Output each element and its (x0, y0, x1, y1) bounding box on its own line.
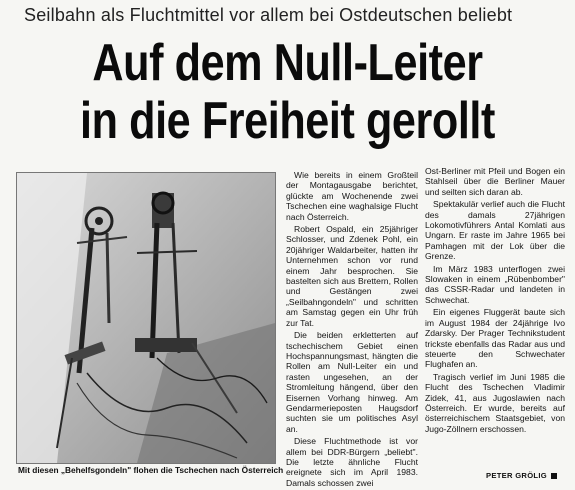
author-byline (486, 471, 557, 480)
paragraph: Wie bereits in einem Großteil der Montagausgabe berichtet, glückte am Wochenende zwei Tschechen eine waghalsige Flucht nach Österreich. (286, 170, 418, 222)
paragraph: Ost-Berliner mit Pfeil und Bogen ein Stahlseil über die Berliner Mauer und seilten sich daran ab. (425, 166, 565, 197)
article-kicker: Seilbahn als Fluchtmittel vor allem bei Ostdeutschen beliebt (24, 5, 513, 25)
paragraph: Ein eigenes Fluggerät baute sich im August 1984 der 24jährige Ivo Zdarsky. Der Prager Technikstudent trickste ebenfalls das Radar aus und steuerte den Schwechater Flughafen an. (425, 307, 565, 370)
author-name: PETER GRÖLIG (486, 471, 547, 480)
makeshift-gondola-photo (17, 173, 275, 463)
headline-line-2: in die Freiheit gerollt (80, 92, 495, 150)
paragraph: Die beiden erkletterten auf tschechischem Gebiet einen Hochspannungsmast, hängten die Rollen am Null-Leiter ein und rasten ungesehen, an der Stromleitung hängend, über den Eisernen Vorhang hinweg. Am Gendarmerieposten Haugsdorf suchten sie um politisches Asyl an. (286, 330, 418, 434)
article-column-2 (425, 166, 565, 436)
paragraph: Tragisch verlief im Juni 1985 die Flucht des Tschechen Vladimir Zidek, 41, aus Jugoslawien nach Österreich. Er wurde, bereits auf österreichischem Staatsgebiet, von Jugo-Zöllnern erschossen. (425, 371, 565, 434)
headline-line-1: Auf dem Null-Leiter (92, 34, 483, 92)
article-photo (16, 172, 276, 464)
paragraph: Im März 1983 unterflogen zwei Slowaken in einem „Rübenbomber" das CSSR-Radar und landeten in Schwechat. (425, 263, 565, 305)
paragraph: Robert Ospald, ein 25jähriger Schlosser, und Zdenek Pohl, ein 20jähriger Waldarbeiter, hatten ihr Unternehmen schon vor rund einem Jahr besprochen. Sie bastelten sich aus Brettern, Rollen und Gestängen zwei „Seilbahngondeln" und schritten am Samstag gegen ein Uhr früh zur Tat. (286, 224, 418, 328)
paragraph: Diese Fluchtmethode ist vor allem bei DDR-Bürgern „beliebt". Die letzte ähnliche Flucht ereignete sich im April 1983. Damals schossen zwei (286, 436, 418, 488)
end-square-icon (551, 473, 557, 479)
photo-caption: Mit diesen „Behelfsgondeln" flohen die Tschechen nach Österreich (18, 465, 284, 475)
article-column-1 (286, 170, 418, 490)
paragraph: Spektakulär verlief auch die Flucht des damals 27jährigen Lokomotivführers Antal Komlati aus Ungarn. Er raste im Jahre 1965 bei Pamhagen mit der Lok über die Grenze. (425, 199, 565, 262)
